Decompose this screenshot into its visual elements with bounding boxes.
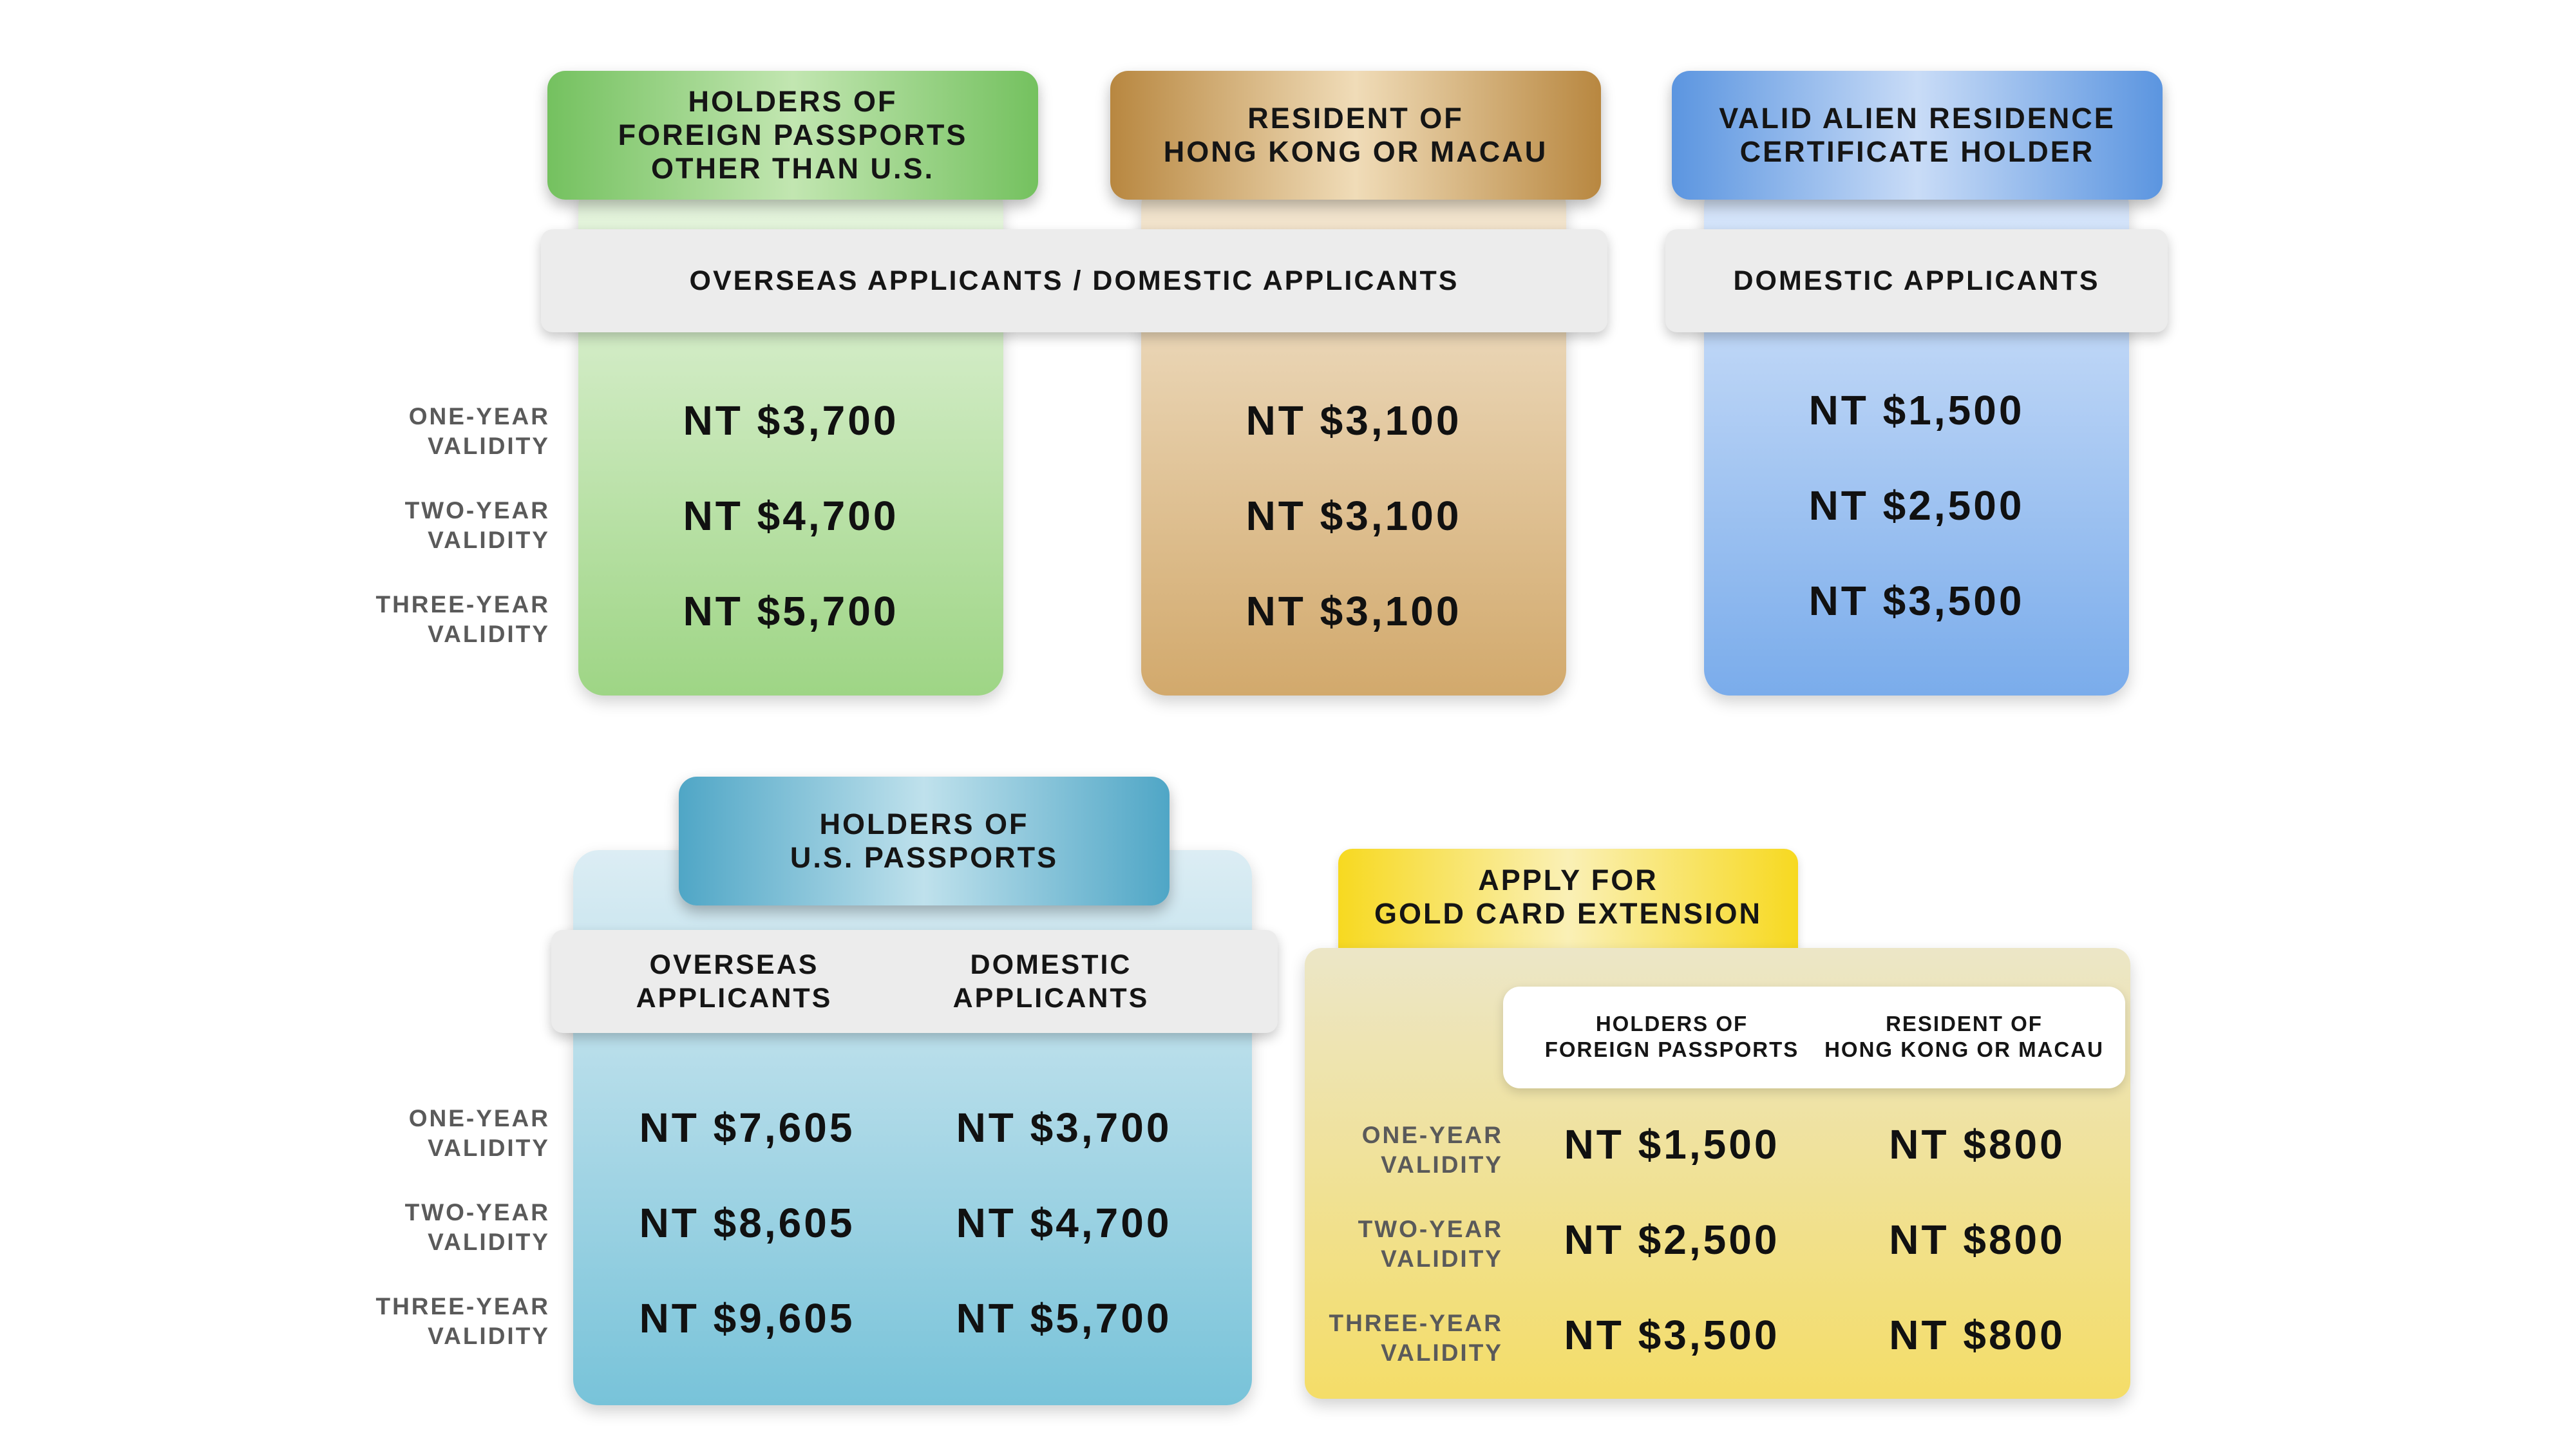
us-overseas-applicants-label: OVERSEAS APPLICANTS [636,949,833,1014]
row-label-three-year: THREE-YEAR VALIDITY [375,591,550,647]
gold-row-label-one-year: ONE-YEAR VALIDITY [1361,1122,1503,1178]
alien-price-three-year: NT $3,500 [1808,578,2025,624]
hk-macau-price-two-year: NT $3,100 [1245,493,1462,539]
foreign-price-two-year: NT $4,700 [683,493,899,539]
gold-row-label-three-year: THREE-YEAR VALIDITY [1329,1310,1503,1366]
row-label-two-year: TWO-YEAR VALIDITY [404,497,550,553]
hk-macau-price-one-year: NT $3,100 [1245,397,1462,444]
hk-macau-price-three-year: NT $3,100 [1245,588,1462,634]
us-applicants-bar [551,930,1278,1033]
foreign-passport-header: HOLDERS OF FOREIGN PASSPORTS OTHER THAN U.S. [547,71,1038,200]
gold-foreign-price-two-year: NT $2,500 [1564,1217,1780,1263]
us-passport-header: HOLDERS OF U.S. PASSPORTS [679,777,1170,905]
domestic-applicants-bar: DOMESTIC APPLICANTS [1665,229,2168,332]
us-domestic-applicants-label: DOMESTIC APPLICANTS [952,949,1150,1014]
us-domestic-price-two-year: NT $4,700 [956,1200,1172,1246]
gold-row-label-two-year: TWO-YEAR VALIDITY [1358,1216,1503,1272]
foreign-price-three-year: NT $5,700 [683,588,899,634]
us-domestic-price-three-year: NT $5,700 [956,1295,1172,1341]
us-row-label-three-year: THREE-YEAR VALIDITY [375,1293,550,1349]
us-overseas-price-three-year: NT $9,605 [639,1295,855,1341]
overseas-domestic-applicants-bar: OVERSEAS APPLICANTS / DOMESTIC APPLICANTS [541,229,1607,332]
hk-macau-header: RESIDENT OF HONG KONG OR MACAU [1110,71,1601,200]
gold-card-header: APPLY FOR GOLD CARD EXTENSION [1374,864,1763,930]
us-overseas-price-one-year: NT $7,605 [639,1104,855,1151]
gold-foreign-price-one-year: NT $1,500 [1564,1121,1780,1168]
alien-price-one-year: NT $1,500 [1808,387,2025,433]
gold-foreign-price-three-year: NT $3,500 [1564,1312,1780,1358]
us-row-label-two-year: TWO-YEAR VALIDITY [404,1199,550,1255]
alien-residence-header: VALID ALIEN RESIDENCE CERTIFICATE HOLDER [1672,71,2163,200]
gold-foreign-passports-label: HOLDERS OF FOREIGN PASSPORTS [1544,1012,1799,1061]
alien-price-two-year: NT $2,500 [1808,482,2025,529]
gold-hk-price-one-year: NT $800 [1889,1121,2065,1168]
row-label-one-year: ONE-YEAR VALIDITY [408,403,550,459]
us-domestic-price-one-year: NT $3,700 [956,1104,1172,1151]
us-row-label-one-year: ONE-YEAR VALIDITY [408,1105,550,1161]
gold-hk-price-three-year: NT $800 [1889,1312,2065,1358]
gold-hk-price-two-year: NT $800 [1889,1217,2065,1263]
gold-hk-macau-label: RESIDENT OF HONG KONG OR MACAU [1824,1012,2104,1061]
us-overseas-price-two-year: NT $8,605 [639,1200,855,1246]
foreign-price-one-year: NT $3,700 [683,397,899,444]
